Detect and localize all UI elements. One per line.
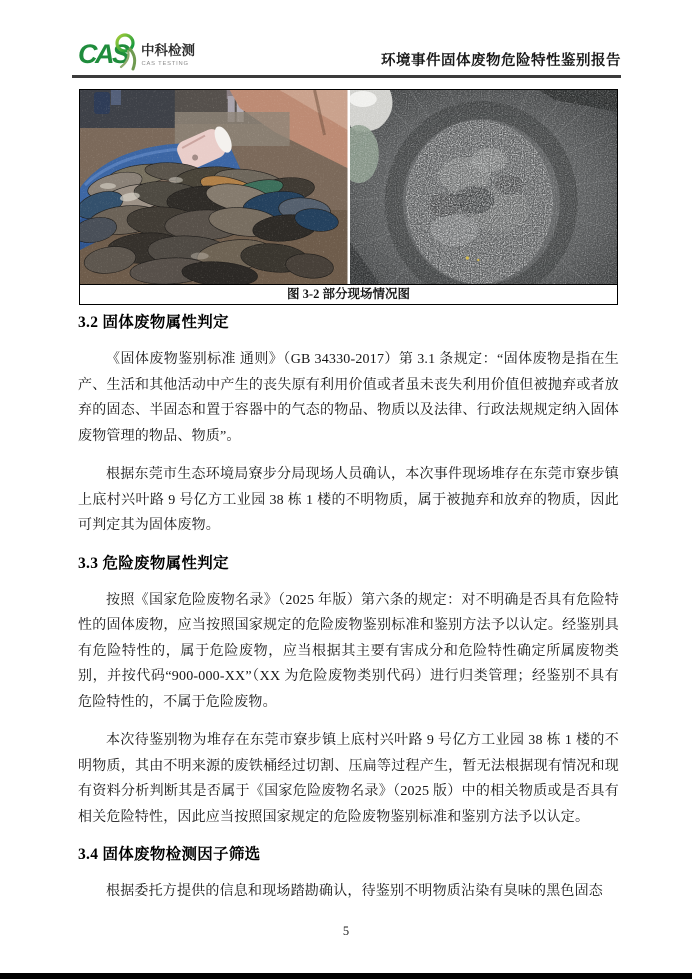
paragraph: 根据委托方提供的信息和现场踏勘确认，待鉴别不明物质沾染有臭味的黑色固态 [106, 884, 603, 899]
cas-testing-logo-icon [78, 32, 198, 74]
figure-photos [80, 90, 617, 284]
logo-name-en: CAS TESTING [141, 61, 189, 67]
paragraph: 按照《国家危险废物名录》（2025 年版）第六条的规定：对不明确是否具有危险特性的固体废物，应当按照国家规定的危险废物鉴别标准和鉴别方法予以认定。经鉴别具有危险特性的，属于危险废物，应当根据其主要有害成分和危险特性确定所属废物类别，并按代码“900-000-XX”（XX 为危险废物类别代码）进行归类管理；经鉴别不具有危险特性的，不属于危险废物。 [78, 592, 619, 710]
page-number: 5 [342, 924, 350, 938]
site-photo-black-waste [350, 90, 618, 284]
section-heading-3-4: 3.4 固体废物检测因子筛选 [78, 846, 261, 863]
site-photo-barrel-lids [80, 90, 348, 284]
paragraph: 本次待鉴别物为堆存在东莞市寮步镇上底村兴叶路 9 号亿方工业园 38 栋 1 楼的不明物质，其由不明来源的废铁桶经过切割、压扁等过程产生，暂无法根据现有情况和现有资料分析判断其是否属于《国家危险废物名录》（2025 版）中的相关物质或是否具有相关危险特性，因此应当按照国家规定的危险废物鉴别标准和鉴别方法予以认定。 [78, 733, 619, 825]
header-divider [72, 75, 621, 78]
section-heading-3-3: 3.3 危险废物属性判定 [78, 554, 229, 572]
logo-name-cn: 中科检测 [141, 43, 195, 58]
paragraph: 《固体废物鉴别标准 通则》（GB 34330-2017）第 3.1 条规定：“固体废物是指在生产、生活和其他活动中产生的丧失原有利用价值或者虽未丧失利用价值但被抛弃或者放弃的固态、半固态和置于容器中的气态的物品、物质以及法律、行政法规规定纳入固体废物管理的物品、物质”。 [78, 352, 619, 444]
report-body [78, 312, 619, 905]
screenshot-bottom-edge [0, 973, 692, 979]
paragraph: 根据东莞市生态环境局寮步分局现场人员确认，本次事件现场堆存在东莞市寮步镇上底村兴叶路 9 号亿方工业园 38 栋 1 楼的不明物质，属于被抛弃和放弃的物质，因此可判定其为固体废物。 [78, 467, 619, 533]
page-header [78, 0, 621, 74]
report-header-title: 环境事件固体废物危险特性鉴别报告 [381, 53, 621, 69]
logo-cas-text: CAS [78, 39, 128, 69]
logo-swoosh-icon [130, 49, 135, 69]
figure-caption: 图 3-2 部分现场情况图 [80, 284, 617, 304]
section-heading-3-2: 3.2 固体废物属性判定 [78, 314, 229, 331]
figure-3-2 [79, 89, 618, 305]
